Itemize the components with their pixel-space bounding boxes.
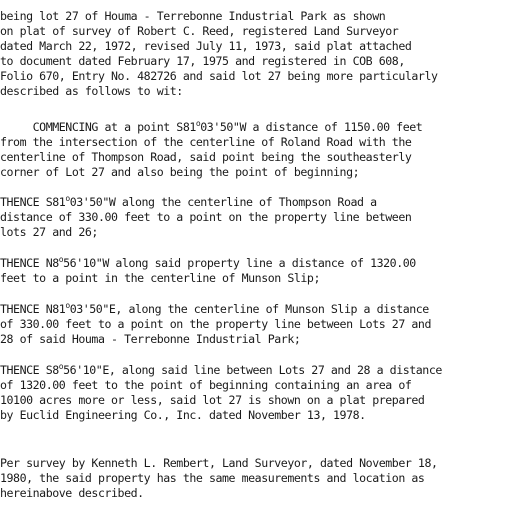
text-line: from the intersection of the centerline of Roland Road with the bbox=[0, 135, 412, 149]
degree-mark: o bbox=[58, 255, 64, 264]
text-line: of 330.00 feet to a point on the property line between Lots 27 and bbox=[0, 317, 431, 331]
text-line: 28 of said Houma - Terrebonne Industrial Park; bbox=[0, 332, 301, 346]
text-line: dated March 22, 1972, revised July 11, 1973, said plat attached bbox=[0, 39, 412, 53]
degree-mark: o bbox=[65, 194, 70, 203]
text-line: 1980, the said property has the same measurements and location as bbox=[0, 471, 425, 485]
text-line: to document dated February 17, 1975 and registered in COB 608, bbox=[0, 54, 405, 68]
text-line: corner of Lot 27 and also being the point of beginning; bbox=[0, 165, 360, 179]
text-line: lots 27 and 26; bbox=[0, 225, 98, 239]
text-line: described as follows to wit: bbox=[0, 84, 183, 98]
text-line: centerline of Thompson Road, said point being the southeasterly bbox=[0, 150, 412, 164]
text-line: Per survey by Kenneth L. Rembert, Land Surveyor, dated November 18, bbox=[0, 456, 438, 470]
text-line: distance of 330.00 feet to a point on the property line between bbox=[0, 210, 412, 224]
text-line: Folio 670, Entry No. 482726 and said lot 27 being more particularly bbox=[0, 69, 438, 83]
text-line: COMMENCING at a point S81$^o$03'50"W a distance of 1150.00 feet bbox=[0, 119, 423, 134]
degree-mark: o bbox=[195, 119, 201, 128]
text-line: THENCE N8$^o$56'10"W along said property line a distance of 1320.00 bbox=[0, 255, 416, 270]
text-line: by Euclid Engineering Co., Inc. dated November 13, 1978. bbox=[0, 408, 366, 422]
text-line: hereinabove described. bbox=[0, 486, 144, 500]
text-line: of 1320.00 feet to the point of beginning containing an area of bbox=[0, 378, 412, 392]
text-line: on plat of survey of Robert C. Reed, registered Land Surveyor bbox=[0, 24, 399, 38]
text-line: feet to a point in the centerline of Munson Slip; bbox=[0, 271, 320, 285]
degree-mark: o bbox=[58, 362, 64, 371]
text-line: being lot 27 of Houma - Terrebonne Industrial Park as shown bbox=[0, 9, 386, 23]
text-line: 10100 acres more or less, said lot 27 is shown on a plat prepared bbox=[0, 393, 425, 407]
text-line: THENCE S81$^o$03'50"W along the centerline of Thompson Road a bbox=[0, 194, 377, 209]
text-line: THENCE N81$^o$03'50"E, along the centerline of Munson Slip a distance bbox=[0, 301, 429, 316]
text-line: THENCE S8$^o$56'10"E, along said line between Lots 27 and 28 a distance bbox=[0, 362, 442, 377]
degree-mark: o bbox=[65, 301, 70, 310]
